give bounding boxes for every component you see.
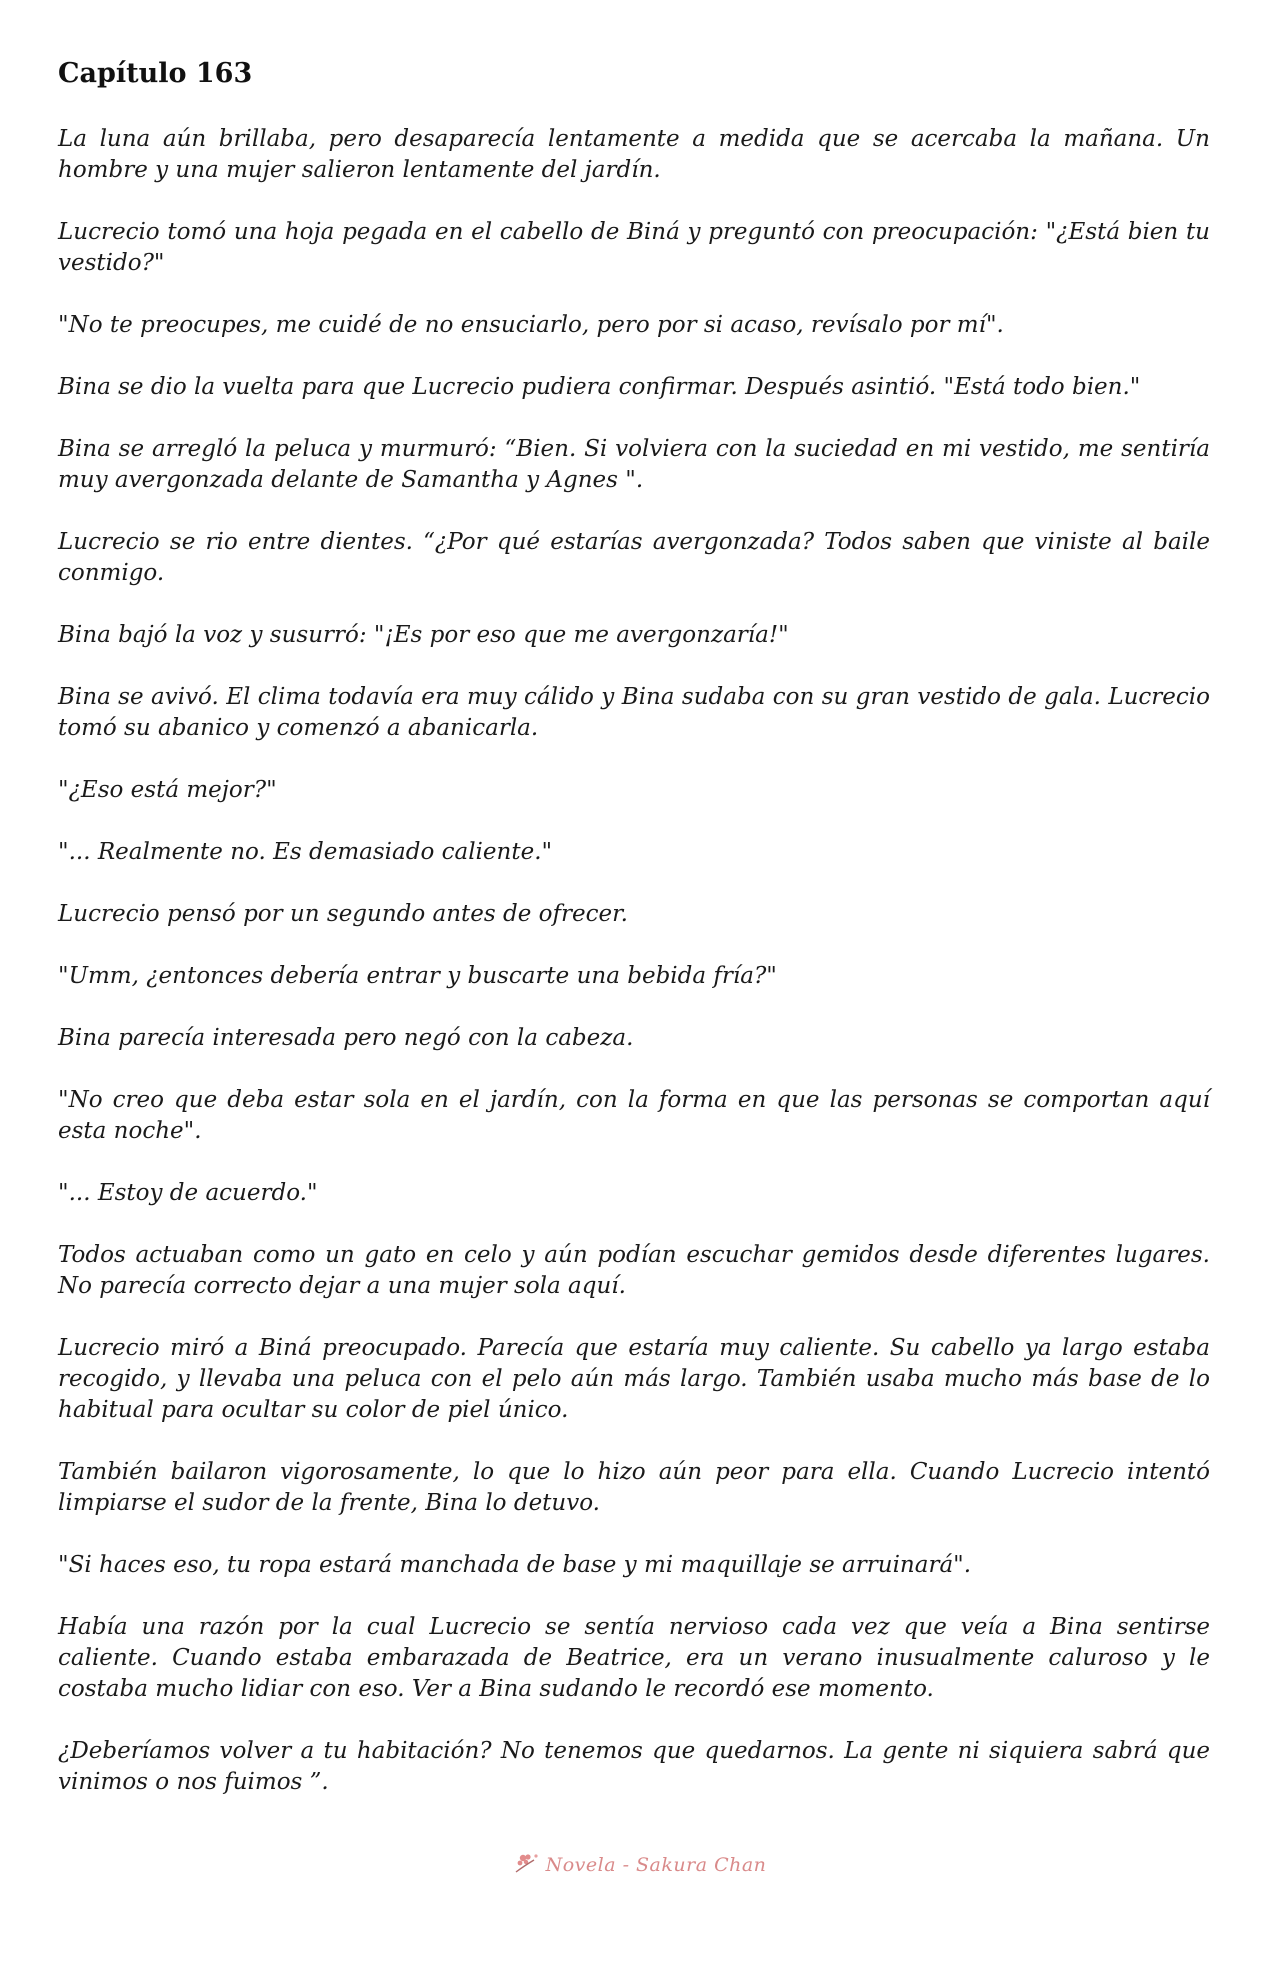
chapter-title: Capítulo 163 [58,58,253,89]
paragraph: Lucrecio se rio entre dientes. “¿Por qué estarías avergonzada? Todos saben que viniste al baile conmigo. [58,529,1210,586]
watermark [0,1852,1280,1876]
paragraph: Lucrecio pensó por un segundo antes de ofrecer. [58,901,628,927]
paragraph: "... Estoy de acuerdo." [58,1180,318,1206]
paragraph: Todos actuaban como un gato en celo y aún podían escuchar gemidos desde diferentes lugares. No parecía correcto dejar a una mujer sola aquí. [58,1242,1210,1299]
document-body [58,54,1210,1829]
paragraph: También bailaron vigorosamente, lo que lo hizo aún peor para ella. Cuando Lucrecio intentó limpiarse el sudor de la frente, Bina lo detuvo. [58,1459,1210,1516]
paragraph: ¿Deberíamos volver a tu habitación? No tenemos que quedarnos. La gente ni siquiera sabrá que vinimos o nos fuimos ”. [58,1738,1210,1795]
paragraph: La luna aún brillaba, pero desaparecía lentamente a medida que se acercaba la mañana. Un hombre y una mujer salieron lentamente del jardín. [58,126,1210,183]
paragraph: "¿Eso está mejor?" [58,777,277,803]
paragraph: "No te preocupes, me cuidé de no ensuciarlo, pero por si acaso, revísalo por mí". [58,312,1004,338]
paragraph: Bina parecía interesada pero negó con la cabeza. [58,1025,634,1051]
paragraph: "Si haces eso, tu ropa estará manchada de base y mi maquillaje se arruinará". [58,1552,972,1578]
paragraph: Bina se avivó. El clima todavía era muy cálido y Bina sudaba con su gran vestido de gala. Lucrecio tomó su abanico y comenzó a abanicarla. [58,684,1210,741]
paragraph: Lucrecio miró a Biná preocupado. Parecía que estaría muy caliente. Su cabello ya largo estaba recogido, y llevaba una peluca con el pelo aún más largo. También usaba mucho más base de lo habitual para ocultar su color de piel único. [58,1335,1210,1423]
paragraph: Había una razón por la cual Lucrecio se sentía nervioso cada vez que veía a Bina sentirse caliente. Cuando estaba embarazada de Beatrice, era un verano inusualmente caluroso y le costaba mucho lidiar con eso. Ver a Bina sudando le recordó ese momento. [58,1614,1210,1702]
paragraph: "No creo que deba estar sola en el jardín, con la forma en que las personas se comportan aquí esta noche". [58,1087,1210,1144]
paragraph: Bina se arregló la peluca y murmuró: “Bien. Si volviera con la suciedad en mi vestido, me sentiría muy avergonzada delante de Samantha y Agnes ". [58,436,1210,493]
watermark-text: Novela - Sakura Chan [545,1854,767,1876]
paragraph: Bina bajó la voz y susurró: "¡Es por eso que me avergonzaría!" [58,622,789,648]
paragraph: Lucrecio tomó una hoja pegada en el cabello de Biná y preguntó con preocupación: "¿Está bien tu vestido?" [58,219,1210,276]
paragraph: Bina se dio la vuelta para que Lucrecio pudiera confirmar. Después asintió. "Está todo bien." [58,374,1141,400]
paragraph: "... Realmente no. Es demasiado caliente." [58,839,553,865]
paragraph: "Umm, ¿entonces debería entrar y buscarte una bebida fría?" [58,963,777,989]
sakura-flower-icon [514,1852,540,1874]
